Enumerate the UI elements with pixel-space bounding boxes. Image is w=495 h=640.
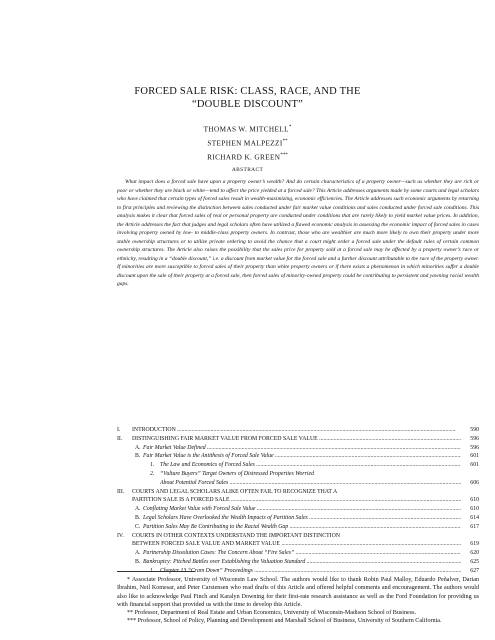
toc-entry: [117, 505, 479, 514]
toc-entry-number: 2.: [150, 470, 155, 477]
toc-entry-title: Conflating Market Value with Forced Sale Value .....: [143, 505, 461, 514]
author-footnote-mark: ***: [280, 152, 288, 158]
toc-entry-page: 627: [470, 567, 479, 574]
footnote-divider: [117, 571, 195, 572]
toc-entry: [117, 470, 479, 479]
toc-entry-page: 619: [470, 541, 479, 548]
toc-entry-title: Partition Sales May Be Contributing to the Racial Wealth Gap .....: [143, 523, 461, 532]
author: [0, 136, 495, 150]
title-line-1: FORCED SALE RISK: CLASS, RACE, AND THE: [134, 86, 361, 97]
footnote: ** Professor, Department of Real Estate and Urban Economics, University of Wisconsin-Madison School of Business.: [127, 610, 416, 617]
toc-entry-number: B.: [135, 453, 141, 460]
toc-entry-title: BETWEEN FORCED SALE VALUE AND MARKET VALUE .....: [132, 540, 461, 549]
toc-entry-page: 617: [470, 523, 479, 530]
toc-entry-number: III.: [117, 488, 125, 495]
toc-entry-page: 596: [470, 444, 479, 451]
toc-entry-number: B.: [135, 558, 141, 565]
toc-entry-number: B.: [135, 514, 141, 521]
toc-entry-number: I.: [117, 427, 121, 433]
toc-entry-title: Fair Market Value is the Antithesis of Forced Sale Value .....: [143, 452, 461, 461]
toc-entry-number: A.: [135, 444, 141, 451]
toc-entry: [117, 549, 479, 558]
toc-entry: [117, 435, 479, 444]
footnotes: [117, 576, 479, 626]
toc-entry-page: 610: [470, 497, 479, 504]
author-name: THOMAS W. MITCHELL: [203, 125, 289, 134]
toc-entry-page: 610: [470, 506, 479, 513]
toc-entry: [117, 461, 479, 470]
toc-entry-title: Partnership Dissolution Cases: The Concern About “Fire Sales” .....: [143, 549, 461, 558]
article-title: [110, 85, 385, 111]
abstract-body: What impact does a forced sale have upon a property owner’s wealth? And do certain characteristics of a property owner—such as whether they are rich or poor or whether they are black or white—tend to affect the price yielded at a forced sale? This Article addresses arguments made by some courts and legal scholars who have claimed that certain types of forced sales result in wealth-maximizing, economic efficiencies. The Article addresses such economic arguments by returning to first principles and reviewing the distinction between sales conducted under fair market value conditions and sales conducted under forced sale conditions. This analysis makes it clear that forced sales of real or personal property are conducted under conditions that are rarely likely to yield market value prices. In addition, the Article addresses the fact that judges and legal scholars often have utilized a flawed economic analysis in assessing the economic impact of forced sales in cases involving property owned by low- to middle-class property owners. In contrast, those who are wealthier are much more likely to own their property under more stable ownership structures or to utilize private ordering to avoid the chance that a court might order a forced sale under the default rules of certain common ownership structures. The Article also raises the possibility that the sales price for property sold at a forced sale may be affected by a property owner’s race or ethnicity, resulting in a “double discount,” i.e. a discount from market value for the forced sale and a further discount attributable to the race of the property owner. If minorities are more susceptible to forced sales of their property than white property owners or if there exists a phenomenon in which minorities suffer a double discount upon the sale of their property at a forced sale, then forced sales of minority-owned property could be contributing to persistent and yawning racial wealth gaps.: [117, 179, 479, 287]
author-name: RICHARD K. GREEN: [207, 153, 281, 162]
toc-entry: [117, 514, 479, 523]
toc-entry-page: 606: [470, 479, 479, 486]
toc-entry: [117, 532, 479, 541]
toc-entry-title: DISTINGUISHING FAIR MARKET VALUE FROM FORCED SALE VALUE .....: [132, 435, 461, 444]
toc-entry: [117, 444, 479, 453]
toc-entry-number: C.: [135, 523, 141, 530]
toc-entry-title: About Potential Forced Sales .....: [160, 479, 461, 488]
toc-entry-number: 1.: [150, 462, 155, 469]
toc-entry-title: Fair Market Value Defined .....: [143, 444, 461, 453]
footnote: * Associate Professor, University of Wisconsin Law School. The authors would like to thank Robin Paul Malloy, Eduardo Peñalver, Darian Ibrahim, Neil Komesar, and Peter Carstensen who read drafts of this Article and offered helpful comments and encouragement. The authors would also like to acknowledge Paul Finch and Karalyn Downing for their first-rate research assistance as well as the Ford Foundation for providing us with financial support that provided us with the time to develop this Article.: [117, 577, 479, 608]
toc-entry-page: 620: [470, 550, 479, 557]
author: [0, 122, 495, 136]
title-line-2: “DOUBLE DISCOUNT”: [191, 99, 303, 110]
toc-entry-title: COURTS IN OTHER CONTEXTS UNDERSTAND THE IMPORTANT DISTINCTION: [132, 532, 340, 539]
toc-entry-page: 601: [470, 462, 479, 469]
toc-entry: [117, 452, 479, 461]
abstract-heading: ABSTRACT: [231, 167, 264, 173]
toc-entry-number: 1.: [150, 567, 155, 574]
author-footnote-mark: *: [288, 125, 292, 130]
toc-entry-title: Chapter 13 “Cram Down” Proceedings .....: [160, 567, 461, 576]
toc-entry-number: IV.: [117, 532, 124, 539]
toc-entry-title: “Vulture Buyers” Target Owners of Distressed Properties Worried: [160, 470, 314, 477]
toc-entry: [117, 496, 479, 505]
author: [0, 150, 495, 164]
toc-entry-number: A.: [135, 550, 141, 557]
toc-entry-title: The Law and Economics of Forced Sales .....: [160, 461, 461, 470]
toc-entry-title: Legal Scholars Have Overlooked the Wealth Impacts of Partition Sales .....: [143, 514, 461, 523]
footnote: *** Professor, School of Policy, Planning and Development and Marshall School of Business, University of Southern California.: [127, 618, 442, 625]
toc-entry-number: A.: [135, 506, 141, 513]
toc-entry-title: INTRODUCTION .....: [132, 426, 461, 435]
table-of-contents: [117, 426, 479, 576]
toc-entry-page: 596: [470, 435, 479, 442]
toc-entry-title: PARTITION SALE IS A FORCED SALE .....: [132, 496, 461, 505]
toc-entry-page: 601: [470, 453, 479, 460]
toc-entry: [117, 426, 479, 435]
author-name: STEPHEN MALPEZZI: [207, 139, 283, 148]
author-footnote-mark: **: [282, 138, 288, 144]
author-list: [0, 122, 495, 164]
toc-entry: [117, 479, 479, 488]
toc-entry: [117, 488, 479, 497]
toc-entry-page: 625: [470, 558, 479, 565]
toc-entry: [117, 558, 479, 567]
toc-entry-number: II.: [117, 435, 123, 442]
toc-entry: [117, 540, 479, 549]
toc-entry: [117, 523, 479, 532]
toc-entry-page: 614: [470, 514, 479, 521]
toc-entry-title: Bankruptcy: Pitched Battles over Establishing the Valuation Standard .....: [143, 558, 461, 567]
toc-entry-title: COURTS AND LEGAL SCHOLARS ALIKE OFTEN FAIL TO RECOGNIZE THAT A: [132, 488, 338, 495]
toc-entry-page: 590: [470, 427, 479, 433]
